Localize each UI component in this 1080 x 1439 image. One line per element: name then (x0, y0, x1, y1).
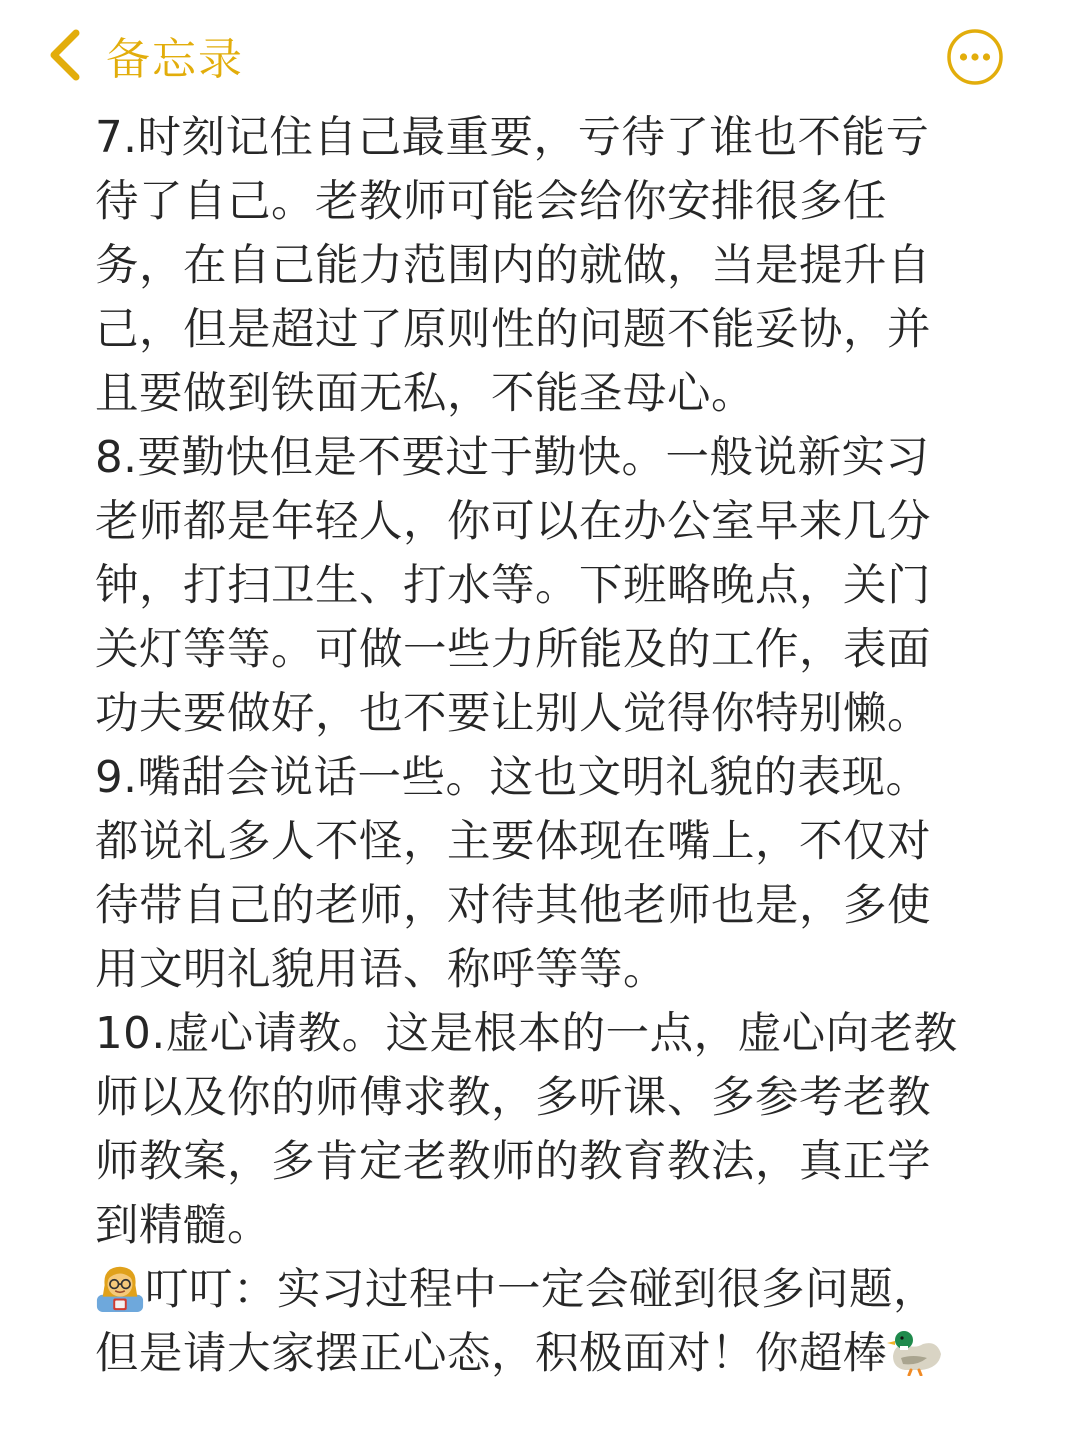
more-options-button[interactable] (946, 28, 1004, 86)
note-line: 用文明礼貌用语、称呼等等。 (95, 945, 667, 995)
note-line: 功夫要做好，也不要让别人觉得你特别懒。 (95, 689, 931, 739)
navigation-bar (0, 0, 1080, 110)
tip-text-1: 叮叮：实习过程中一定会碰到很多问题， (145, 1265, 937, 1315)
note-line: 师教案，多肯定老教师的教育教法，真正学 (95, 1137, 931, 1187)
chevron-left-icon (44, 27, 84, 83)
note-line: 待带自己的老师，对待其他老师也是，多使 (95, 881, 931, 931)
tip-line (95, 1258, 975, 1322)
note-line: 到精髓。 (95, 1201, 271, 1251)
note-line: 务，在自己能力范围内的就做，当是提升自 (95, 241, 931, 291)
note-line: 9.嘴甜会说话一些。这也文明礼貌的表现。 (95, 753, 930, 803)
note-body[interactable] (95, 106, 975, 1386)
note-line: 10.虚心请教。这是根本的一点，虚心向老教 (95, 1009, 958, 1059)
back-label: 备忘录 (106, 34, 244, 85)
note-line: 己，但是超过了原则性的问题不能妥协，并 (95, 305, 931, 355)
note-line: 都说礼多人不怪，主要体现在嘴上，不仅对 (95, 817, 931, 867)
note-line: 7.时刻记住自己最重要，亏待了谁也不能亏 (95, 113, 930, 163)
note-line: 且要做到铁面无私，不能圣母心。 (95, 369, 755, 419)
ellipsis-circle-icon (946, 28, 1004, 86)
note-line: 待了自己。老教师可能会给你安排很多任 (95, 177, 887, 227)
duck-emoji-icon (887, 1324, 943, 1376)
back-button[interactable] (44, 22, 244, 88)
tip-line (95, 1322, 975, 1386)
teacher-emoji-icon (95, 1262, 145, 1312)
note-line: 钟，打扫卫生、打水等。下班略晚点，关门 (95, 561, 931, 611)
tip-text-2: 但是请大家摆正心态，积极面对！你超棒 (95, 1329, 887, 1379)
note-line: 师以及你的师傅求教，多听课、多参考老教 (95, 1073, 931, 1123)
note-line: 关灯等等。可做一些力所能及的工作，表面 (95, 625, 931, 675)
note-line: 8.要勤快但是不要过于勤快。一般说新实习 (95, 433, 930, 483)
note-line: 老师都是年轻人，你可以在办公室早来几分 (95, 497, 931, 547)
